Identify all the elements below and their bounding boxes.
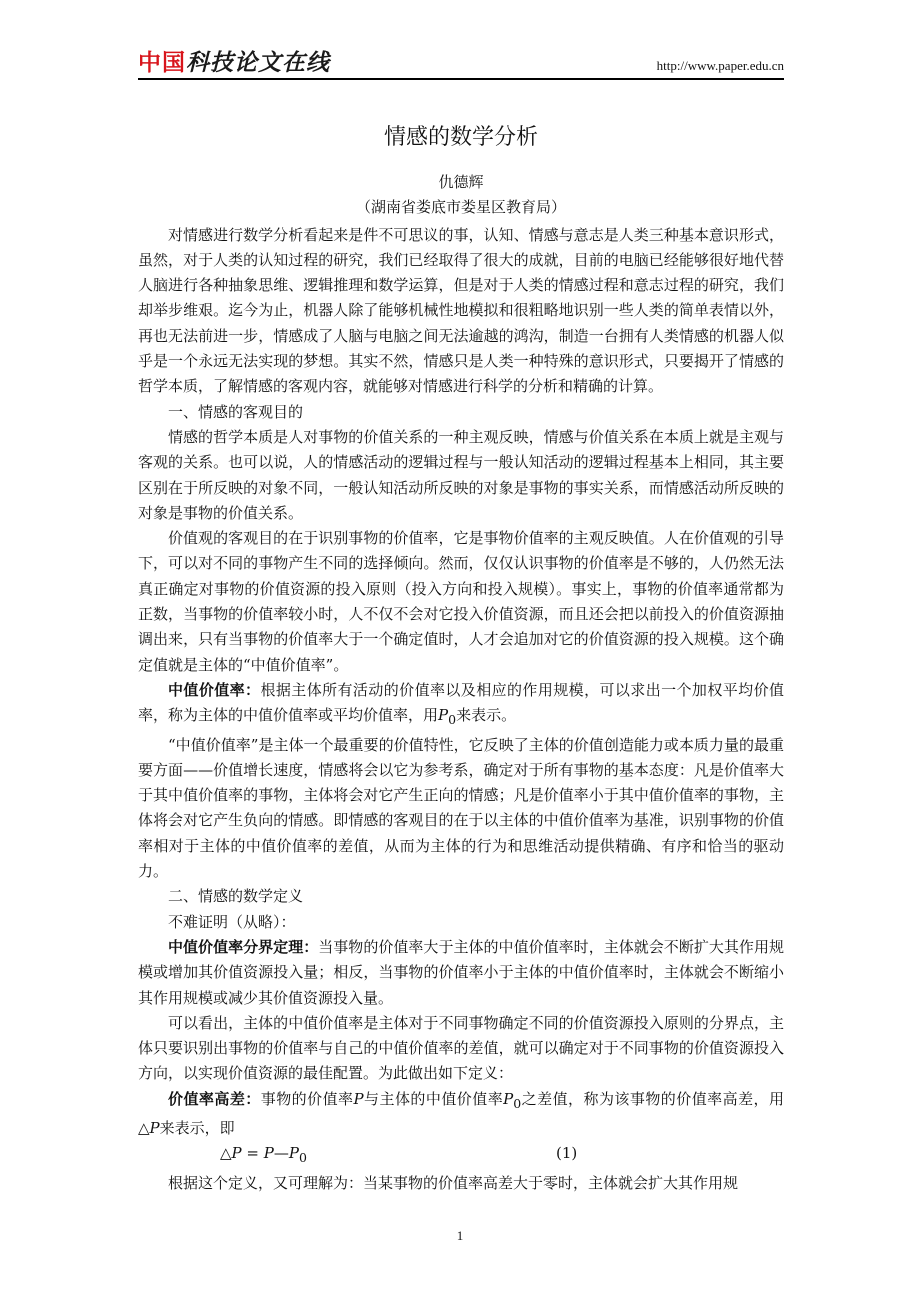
paragraph-s2-2 [138, 935, 784, 1011]
section-heading-2: 二、情感的数学定义 [168, 887, 304, 906]
paragraph-s1-1: 情感的哲学本质是人对事物的价值关系的一种主观反映，情感与价值关系在本质上就是主观与客观的关系。也可以说，人的情感活动的逻辑过程与一般认知活动的逻辑过程基本上相同，其主要区别在于所反映的对象不同，一般认知活动所反映的对象是事物的事实关系，而情感活动所反映的对象是事物的价值关系。 [138, 427, 784, 522]
delta-symbol: △ [220, 1144, 232, 1163]
term-median-value-rate: 中值价值率： [168, 680, 261, 699]
text-span: 来表示。 [456, 706, 517, 725]
subscript: 0 [298, 1150, 307, 1166]
equation-number: (1) [556, 1144, 578, 1163]
header-url[interactable]: http://www.paper.edu.cn [656, 58, 784, 73]
page-header [138, 44, 784, 78]
paper-author: 仇德辉 [438, 173, 484, 191]
symbol-p: P [438, 706, 449, 725]
page-number: 1 [456, 1228, 464, 1243]
symbol-p: P [231, 1144, 242, 1163]
term-boundary-theorem: 中值价值率分界定理： [168, 937, 319, 956]
subscript: 0 [448, 712, 457, 728]
paragraph-s1-4: “中值价值率”是主体一个最重要的价值特性，它反映了主体的价值创造能力或本质力量的最重要方面——价值增长速度，情感将会以它为参考系，确定对于所有事物的基本态度：凡是价值率大于其中值价值率的事物，主体将会对它产生正向的情感；凡是价值率小于其中值价值率的事物，主体将会对它产生负向的情感。即情感的客观目的在于以主体的中值价值率为基准，识别事物的价值率相对于主体的中值价值率的差值，从而为主体的行为和思维活动提供精确、有序和恰当的驱动力。 [138, 735, 784, 881]
term-value-rate-difference: 价值率高差： [168, 1089, 261, 1108]
text-span: 与主体的中值价值率 [363, 1089, 504, 1108]
symbol-p: P [353, 1089, 364, 1108]
subscript: 0 [513, 1095, 522, 1111]
paragraph-s2-5: 根据这个定义，又可理解为：当某事物的价值率高差大于零时，主体就会扩大其作用规 [168, 1173, 739, 1192]
text-span: 来表示，即 [159, 1118, 235, 1137]
text-span: 之差值，称为该事物的价值率高差，用△ [138, 1089, 784, 1137]
header-divider [138, 78, 784, 80]
equation-1 [138, 1141, 784, 1170]
symbol-p: P [288, 1144, 299, 1163]
section-heading-1: 一、情感的客观目的 [168, 402, 304, 421]
text-span: 事物的价值率 [260, 1089, 354, 1108]
paper-title: 情感的数学分析 [383, 125, 538, 150]
logo-dark-text: 科技论文在线 [186, 50, 330, 76]
paper-affiliation: （湖南省娄底市娄星区教育局） [355, 198, 566, 217]
paper-body [138, 118, 784, 1196]
dash: — [273, 1144, 289, 1163]
paragraph-s2-1: 不难证明（从略）： [168, 912, 296, 931]
paragraph-s2-3: 可以看出，主体的中值价值率是主体对于不同事物确定不同的价值资源投入原则的分界点，主体只要识别出事物的价值率与自己的中值价值率的差值，就可以确定对于不同事物的价值资源投入方向，以实现价值资源的最佳配置。为此做出如下定义： [138, 1013, 784, 1083]
symbol-p: P [503, 1089, 514, 1108]
symbol-p: P [263, 1144, 274, 1163]
paragraph-s1-2: 价值观的客观目的在于识别事物的价值率，它是事物价值率的主观反映值。人在价值观的引导下，可以对不同的事物产生不同的选择倾向。然而，仅仅认识事物的价值率是不够的，人仍然无法真正确定对事物的价值资源的投入原则（投入方向和投入规模）。事实上，事物的价值率通常都为正数，当事物的价值率较小时，人不仅不会对它投入价值资源，而且还会把以前投入的价值资源抽调出来，只有当事物的价值率大于一个确定值时，人才会追加对它的价值资源的投入规模。这个确定值就是主体的“中值价值率”。 [138, 529, 784, 674]
text-span: 根据主体所有活动的价值率以及相应的作用规模，可以求出一个加权平均价值率，称为主体的中值价值率或平均价值率，用 [138, 680, 784, 725]
equals-sign: = [241, 1144, 264, 1163]
paragraph-s2-4 [138, 1087, 784, 1142]
intro-paragraph: 对情感进行数学分析看起来是件不可思议的事，认知、情感与意志是人类三种基本意识形式，虽然，对于人类的认知过程的研究，我们已经取得了很大的成就，目前的电脑已经能够很好地代替人脑进行各种抽象思维、逻辑推理和数学运算，但是对于人类的情感过程和意志过程的研究，我们却举步维艰。迄今为止，机器人除了能够机械性地模拟和很粗略地识别一些人类的简单表情以外，再也无法前进一步，情感成了人脑与电脑之间无法逾越的鸿沟，制造一台拥有人类情感的机器人似乎是一个永远无法实现的梦想。其实不然，情感只是人类一种特殊的意识形式，只要揭开了情感的哲学本质，了解情感的客观内容，就能够对情感进行科学的分析和精确的计算。 [138, 225, 784, 396]
paragraph-s1-3 [138, 678, 784, 733]
logo-red-text: 中国 [138, 50, 186, 76]
site-logo[interactable] [138, 44, 330, 77]
symbol-p: P [149, 1118, 160, 1137]
text-span: 当事物的价值率大于主体的中值价值率时，主体就会不断扩大其作用规模或增加其价值资源投入量；相反，当事物的价值率小于主体的中值价值率时，主体就会不断缩小其作用规模或减少其价值资源投入量。 [138, 937, 784, 1007]
